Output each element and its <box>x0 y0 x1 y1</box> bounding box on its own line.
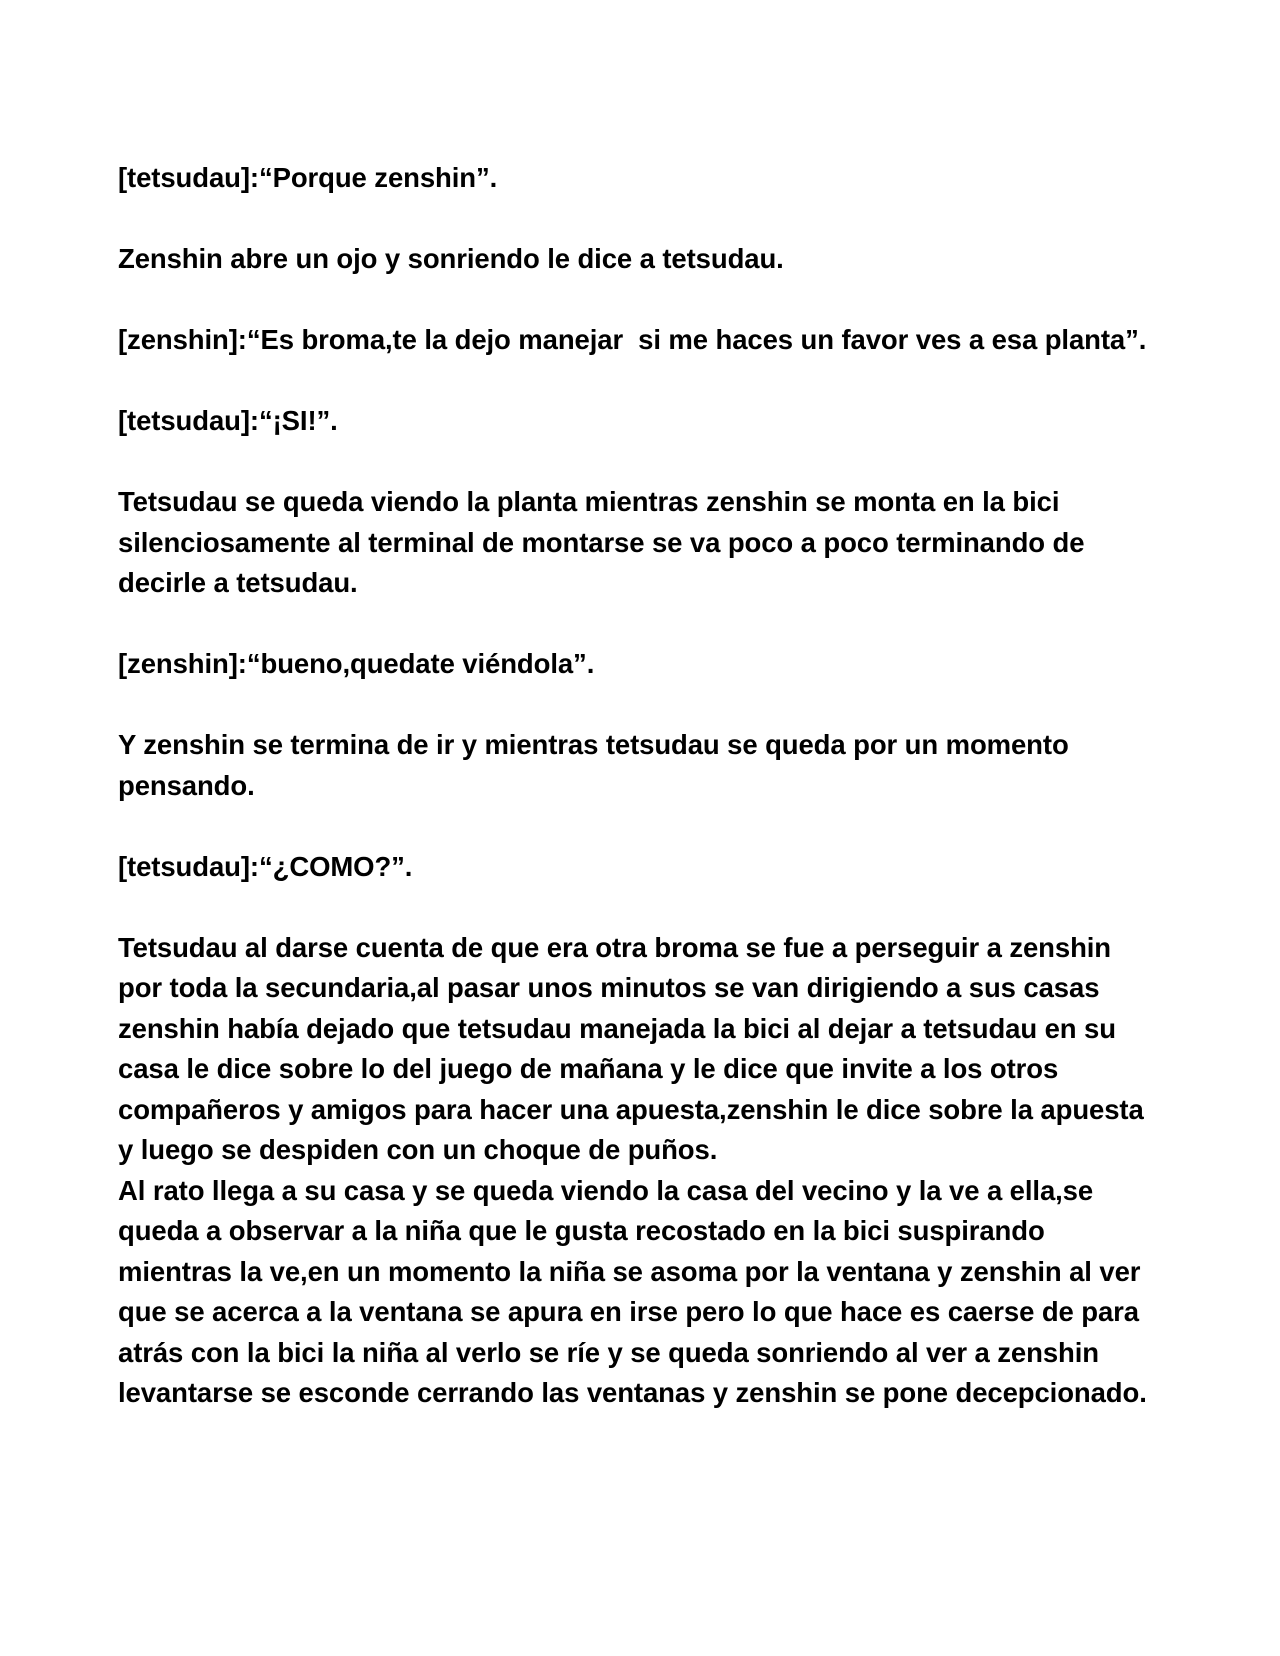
dialogue-line: [zenshin]:“bueno,quedate viéndola”. <box>118 648 595 679</box>
narration-paragraph: Y zenshin se termina de ir y mientras tetsudau se queda por un momento pensando. <box>118 729 1077 801</box>
narration-paragraph: Al rato llega a su casa y se queda viendo la casa del vecino y la ve a ella,se queda a observar a la niña que le gusta recostado en la bici suspirando mientras la ve,en un momento la niña se asoma por la ventana y zenshin al ver que se acerca a la ventana se apura en irse pero lo que hace es caerse de para atrás con la bici la niña al verlo se ríe y se queda sonriendo al ver a zenshin levantarse se esconde cerrando las ventanas y zenshin se pone decepcionado. <box>118 1174 1148 1408</box>
dialogue-line: [zenshin]:“Es broma,te la dejo manejar si me haces un favor ves a esa planta”. <box>118 324 1147 355</box>
narration-paragraph: Tetsudau se queda viendo la planta mientras zenshin se monta en la bici silenciosamente al terminal de montarse se va poco a poco terminando de decirle a tetsudau. <box>118 486 1092 598</box>
document-body <box>118 158 1158 1414</box>
dialogue-line: [tetsudau]:“¡SI!”. <box>118 405 338 436</box>
dialogue-line: [tetsudau]:“¿COMO?”. <box>118 850 413 882</box>
narration-paragraph: Zenshin abre un ojo y sonriendo le dice a tetsudau. <box>118 243 784 274</box>
dialogue-line: [tetsudau]:“Porque zenshin”. <box>118 162 498 193</box>
narration-paragraph: Tetsudau al darse cuenta de que era otra broma se fue a perseguir a zenshin por toda la secundaria,al pasar unos minutos se van dirigiendo a sus casas zenshin había dejado que tetsudau manejada la bici al dejar a tetsudau en su casa le dice sobre lo del juego de mañana y le dice que invite a los otros compañeros y amigos para hacer una apuesta,zenshin le dice sobre la apuesta y luego se despiden con un choque de puños. <box>118 931 1152 1165</box>
